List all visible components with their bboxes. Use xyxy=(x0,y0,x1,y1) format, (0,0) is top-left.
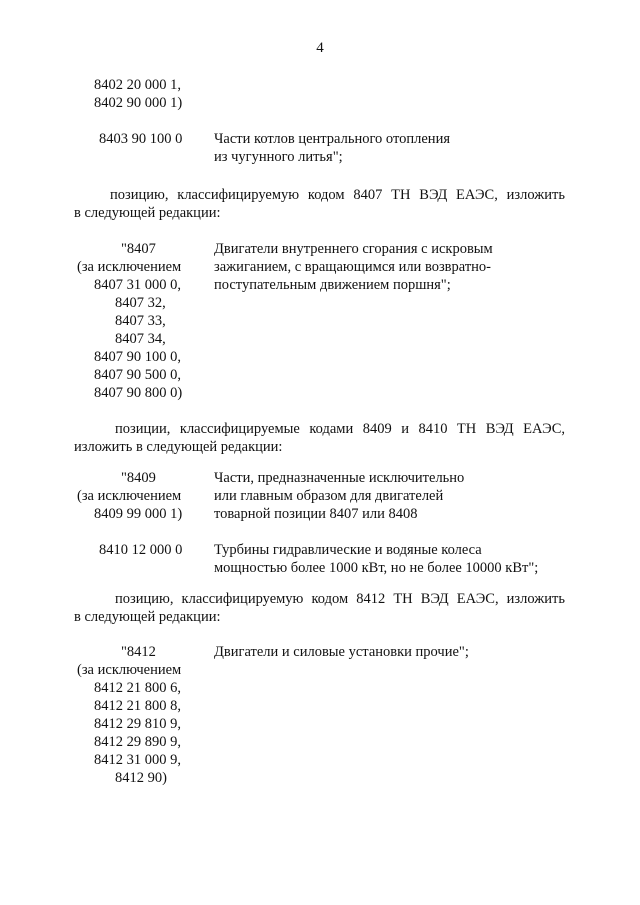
description-line: Части, предназначенные исключительно xyxy=(214,470,465,486)
description-line: Части котлов центрального отопления xyxy=(214,131,450,147)
code-line: 8412 21 800 8, xyxy=(94,698,181,714)
code-line: 8402 20 000 1, xyxy=(94,77,181,93)
code-line: 8403 90 100 0 xyxy=(99,131,183,147)
code-line: 8412 29 890 9, xyxy=(94,734,181,750)
code-line: 8407 33, xyxy=(115,313,166,329)
code-line: (за исключением xyxy=(77,259,182,275)
paragraph-line: позиции, классифицируемые кодами 8409 и 8410 ТН ВЭД ЕАЭС, xyxy=(115,421,565,437)
code-line: 8410 12 000 0 xyxy=(99,542,183,558)
description-line: Двигатели внутреннего сгорания с искровым xyxy=(214,241,493,257)
code-line: 8407 90 500 0, xyxy=(94,367,181,383)
description-line: Двигатели и силовые установки прочие"; xyxy=(214,644,469,660)
code-line: (за исключением xyxy=(77,662,182,678)
paragraph-line: позицию, классифицируемую кодом 8407 ТН ВЭД ЕАЭС, изложить xyxy=(110,187,565,203)
code-line: 8407 31 000 0, xyxy=(94,277,181,293)
paragraph-line: изложить в следующей редакции: xyxy=(74,439,283,455)
paragraph-line: в следующей редакции: xyxy=(74,205,221,221)
code-line: 8407 90 100 0, xyxy=(94,349,181,365)
paragraph-line: в следующей редакции: xyxy=(74,609,221,625)
code-line: "8407 xyxy=(121,241,156,257)
code-line: 8407 34, xyxy=(115,331,166,347)
code-line: 8412 29 810 9, xyxy=(94,716,181,732)
description-line: Турбины гидравлические и водяные колеса xyxy=(214,542,482,558)
code-line: "8412 xyxy=(121,644,156,660)
description-line: поступательным движением поршня"; xyxy=(214,277,451,293)
code-line: 8407 32, xyxy=(115,295,166,311)
code-line: "8409 xyxy=(121,470,156,486)
paragraph-line: позицию, классифицируемую кодом 8412 ТН ВЭД ЕАЭС, изложить xyxy=(115,591,565,607)
description-line: товарной позиции 8407 или 8408 xyxy=(214,506,418,522)
code-line: 8402 90 000 1) xyxy=(94,95,183,111)
description-line: из чугунного литья"; xyxy=(214,149,343,165)
page-number: 4 xyxy=(316,40,324,56)
code-line: 8412 31 000 9, xyxy=(94,752,181,768)
code-line: 8412 90) xyxy=(115,770,167,786)
code-line: (за исключением xyxy=(77,488,182,504)
code-line: 8407 90 800 0) xyxy=(94,385,183,401)
code-line: 8409 99 000 1) xyxy=(94,506,183,522)
description-line: зажиганием, с вращающимся или возвратно- xyxy=(214,259,492,275)
description-line: или главным образом для двигателей xyxy=(214,488,444,504)
code-line: 8412 21 800 6, xyxy=(94,680,181,696)
description-line: мощностью более 1000 кВт, но не более 10000 кВт"; xyxy=(214,560,539,576)
